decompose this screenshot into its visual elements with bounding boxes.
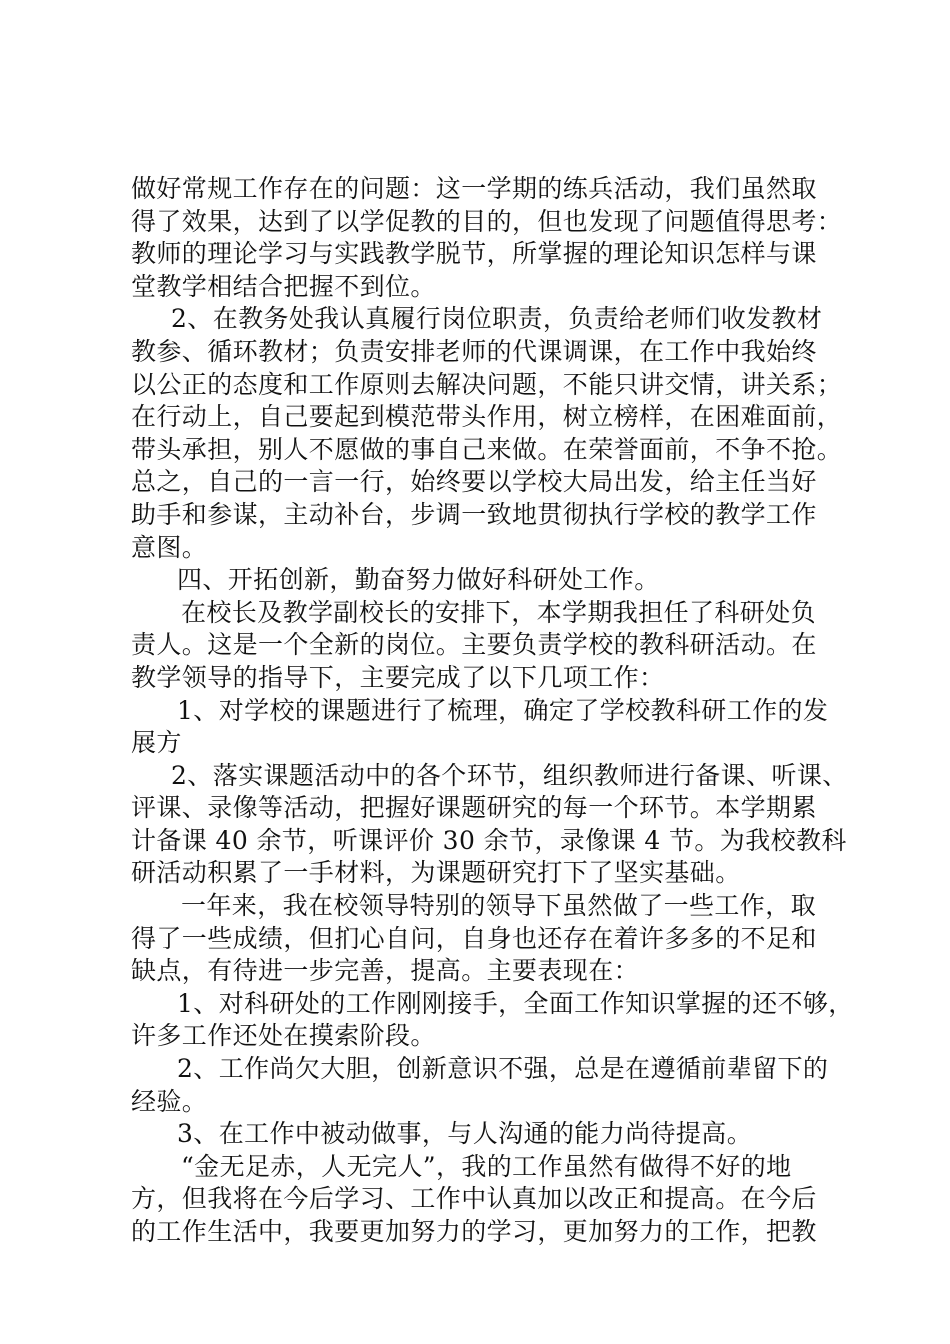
text-line: 计备课 40 余节，听课评价 30 余节，录像课 4 节。为我校教科 xyxy=(131,825,847,855)
text-line: 以公正的态度和工作原则去解决问题，不能只讲交情，讲关系； xyxy=(131,369,843,399)
text-line: 研活动积累了一手材料，为课题研究打下了坚实基础。 xyxy=(131,858,741,888)
text-line: 得了一些成绩，但扪心自问，自身也还存在着许多多的不足和 xyxy=(131,923,817,953)
text-line: 3、在工作中被动做事，与人沟通的能力尚待提高。 xyxy=(177,1119,753,1149)
text-line: 教学领导的指导下，主要完成了以下几项工作： xyxy=(131,662,665,692)
text-line: 方，但我将在今后学习、工作中认真加以改正和提高。在今后 xyxy=(131,1184,817,1214)
text-line: 带头承担，别人不愿做的事自己来做。在荣誉面前，不争不抢。 xyxy=(131,434,843,464)
text-line: 在校长及教学副校长的安排下，本学期我担任了科研处负 xyxy=(181,597,817,627)
text-line: 一年来，我在校领导特别的领导下虽然做了一些工作，取 xyxy=(181,891,817,921)
text-line: “金无足赤，人无完人”，我的工作虽然有做得不好的地 xyxy=(181,1151,792,1181)
text-line: 意图。 xyxy=(131,532,208,562)
text-line: 教师的理论学习与实践教学脱节，所掌握的理论知识怎样与课 xyxy=(131,239,817,269)
text-line: 堂教学相结合把握不到位。 xyxy=(131,271,436,301)
text-line: 2、在教务处我认真履行岗位职责，负责给老师们收发教材 xyxy=(171,304,823,334)
text-line: 助手和参谋，主动补台，步调一致地贯彻执行学校的教学工作 xyxy=(131,499,817,529)
text-line: 展方 xyxy=(131,728,182,758)
text-line: 得了效果，达到了以学促教的目的，但也发现了问题值得思考： xyxy=(131,206,843,236)
text-line: 评课、录像等活动，把握好课题研究的每一个环节。本学期累 xyxy=(131,793,817,823)
text-line: 总之，自己的一言一行，始终要以学校大局出发，给主任当好 xyxy=(131,467,817,497)
text-line: 责人。这是一个全新的岗位。主要负责学校的教科研活动。在 xyxy=(131,630,817,660)
text-line: 教参、循环教材；负责安排老师的代课调课，在工作中我始终 xyxy=(131,336,817,366)
text-line: 做好常规工作存在的问题：这一学期的练兵活动，我们虽然取 xyxy=(131,174,817,203)
text-line: 经验。 xyxy=(131,1086,208,1116)
text-line: 的工作生活中，我要更加努力的学习，更加努力的工作，把教 xyxy=(131,1217,817,1246)
text-line: 在行动上，自己要起到模范带头作用，树立榜样，在困难面前， xyxy=(131,402,843,432)
text-line: 1、对科研处的工作刚刚接手，全面工作知识掌握的还不够， xyxy=(177,988,854,1018)
text-line: 2、落实课题活动中的各个环节，组织教师进行备课、听课、 xyxy=(171,760,848,790)
document-body xyxy=(131,173,854,1249)
text-line: 2、工作尚欠大胆，创新意识不强，总是在遵循前辈留下的 xyxy=(177,1054,829,1084)
text-line: 缺点，有待进一步完善，提高。主要表现在： xyxy=(131,956,640,986)
text-line: 1、对学校的课题进行了梳理，确定了学校教科研工作的发 xyxy=(177,695,829,725)
text-line: 许多工作还处在摸索阶段。 xyxy=(131,1021,436,1051)
section-heading: 四、开拓创新，勤奋努力做好科研处工作。 xyxy=(177,565,660,595)
